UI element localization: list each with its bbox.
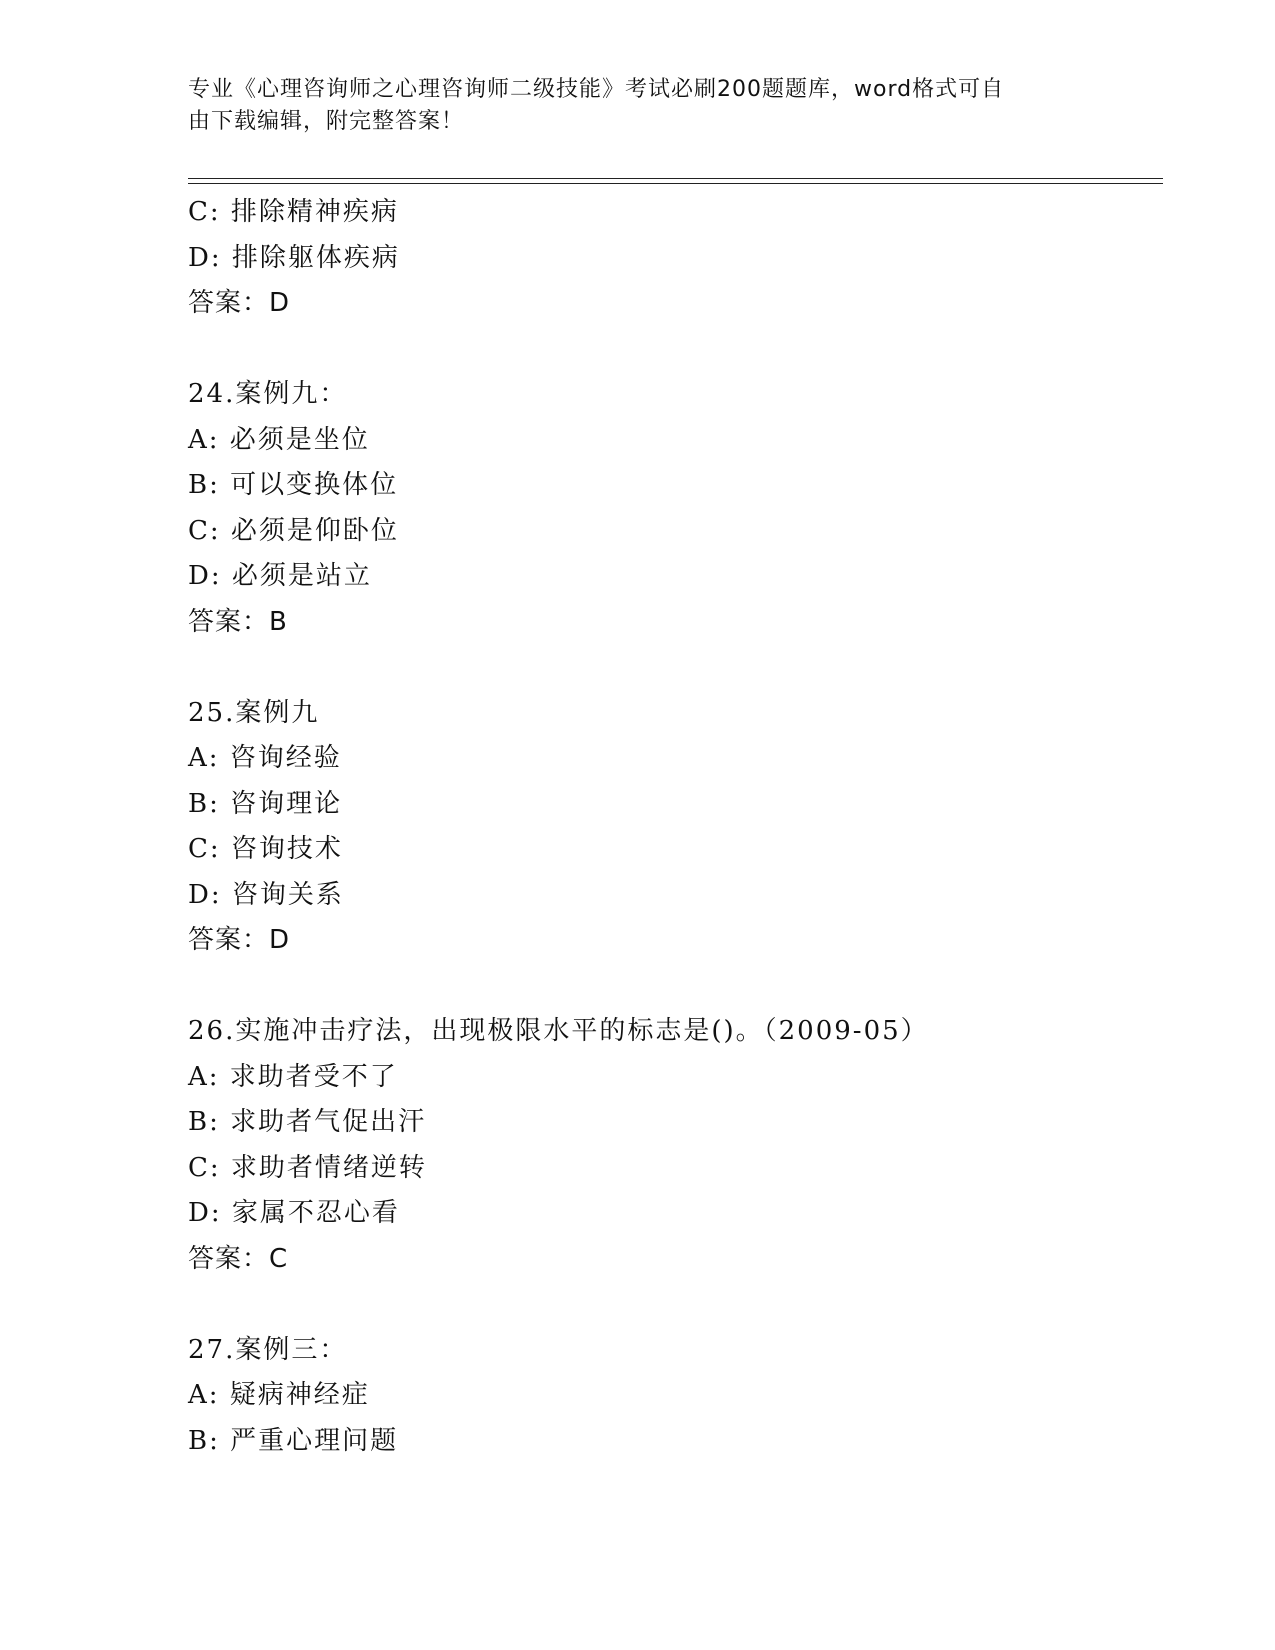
spacer	[188, 1282, 1168, 1328]
question-block-24	[188, 372, 1168, 645]
header-divider-bottom	[188, 183, 1163, 184]
answer-label: 答案：C	[188, 1243, 289, 1274]
option-d: D: 排除躯体疾病	[188, 242, 400, 273]
header-line-2: 由下载编辑，附完整答案！	[188, 109, 465, 134]
answer-label: 答案：B	[188, 606, 288, 637]
question-stem: 27.案例三：	[188, 1334, 348, 1365]
question-stem: 25.案例九	[188, 697, 320, 728]
option-b: B: 咨询理论	[188, 788, 343, 819]
option-a: A: 求助者受不了	[188, 1061, 398, 1092]
option-a: A: 疑病神经症	[188, 1380, 370, 1410]
answer-label: 答案：D	[188, 288, 291, 318]
question-list	[188, 190, 1168, 1464]
option-d: D: 家属不忍心看	[188, 1198, 400, 1228]
option-b: B: 求助者气促出汗	[188, 1107, 427, 1137]
question-block-partial	[188, 190, 1168, 327]
spacer	[188, 964, 1168, 1010]
option-b: B: 可以变换体位	[188, 470, 399, 500]
question-block-26	[188, 1009, 1168, 1282]
option-a: A: 咨询经验	[188, 743, 342, 773]
document-header	[188, 74, 1068, 138]
question-stem: 24.案例九：	[188, 379, 348, 409]
option-c: C: 求助者情绪逆转	[188, 1152, 427, 1183]
question-block-27	[188, 1328, 1168, 1465]
option-d: D: 咨询关系	[188, 879, 344, 910]
header-line-1: 专业《心理咨询师之心理咨询师二级技能》考试必刷200题题库，word格式可自	[188, 77, 1005, 102]
question-stem: 26.实施冲击疗法，出现极限水平的标志是()。（2009-05）	[188, 1016, 929, 1046]
question-block-25	[188, 691, 1168, 964]
answer-label: 答案：D	[188, 925, 291, 955]
option-b: B: 严重心理问题	[188, 1425, 399, 1456]
spacer	[188, 645, 1168, 691]
spacer	[188, 327, 1168, 373]
option-c: C: 咨询技术	[188, 834, 343, 864]
option-a: A: 必须是坐位	[188, 424, 370, 455]
option-d: D: 必须是站立	[188, 561, 372, 591]
header-divider-top	[188, 178, 1163, 179]
option-c: C: 排除精神疾病	[188, 197, 399, 227]
option-c: C: 必须是仰卧位	[188, 515, 399, 546]
